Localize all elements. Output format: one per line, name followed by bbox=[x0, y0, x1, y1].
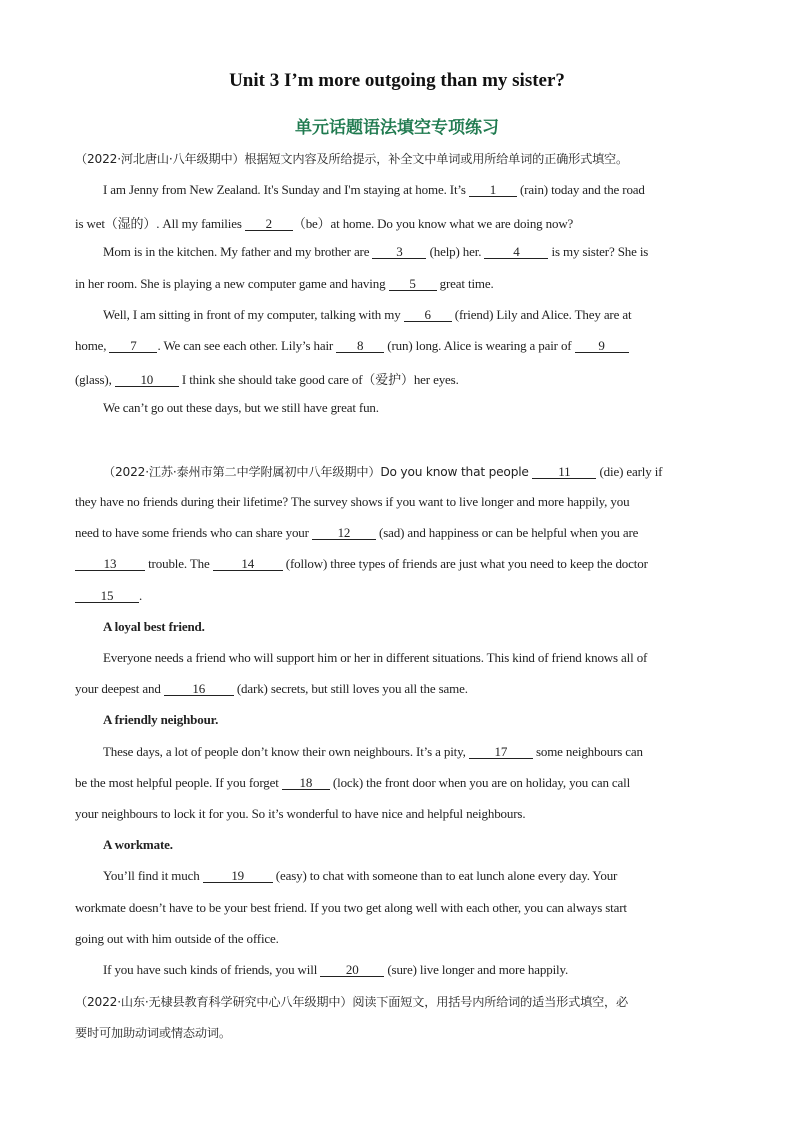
passage1-line1: I am Jenny from New Zealand. It's Sunday and I'm staying at home. It’s 1 (rain) today and the road bbox=[103, 182, 645, 197]
blank-17[interactable]: 17 bbox=[469, 746, 533, 759]
blank-8[interactable]: 8 bbox=[336, 340, 384, 353]
blank-13[interactable]: 13 bbox=[75, 558, 145, 571]
blank-10[interactable]: 10 bbox=[115, 374, 179, 387]
passage2-line4: 13 trouble. The 14 (follow) three types of friends are just what you need to keep the doctor bbox=[75, 556, 720, 572]
blank-6[interactable]: 6 bbox=[404, 309, 452, 322]
heading-friendly-neighbour: A friendly neighbour. bbox=[103, 712, 219, 727]
heading-loyal-friend: A loyal best friend. bbox=[103, 619, 205, 634]
passage3-source-line1: （2022·山东·无棣县教育科学研究中心八年级期中）阅读下面短文，用括号内所给词的适当形式填空，必 bbox=[75, 995, 629, 1009]
passage2-line3: need to have some friends who can share your 12 (sad) and happiness or can be helpful when you are bbox=[75, 525, 639, 540]
passage1-line3: Mom is in the kitchen. My father and my brother are 3 (help) her. 4 is my sister? She is bbox=[103, 244, 649, 259]
blank-7[interactable]: 7 bbox=[109, 340, 157, 353]
page-title: Unit 3 I’m more outgoing than my sister? bbox=[229, 70, 565, 91]
blank-12[interactable]: 12 bbox=[312, 527, 376, 540]
paragraph-neighbour-line1: These days, a lot of people don’t know their own neighbours. It’s a pity, 17 some neighbours can bbox=[103, 744, 643, 759]
blank-16[interactable]: 16 bbox=[164, 683, 234, 696]
passage1-line6: home, 7 . We can see each other. Lily’s hair 8 (run) long. Alice is wearing a pair of 9 bbox=[75, 338, 720, 354]
passage2-line1: （2022·江苏·泰州市第二中学附属初中八年级期中）Do you know that people 11 (die) early if bbox=[103, 464, 663, 479]
paragraph-neighbour-line3: your neighbours to lock it for you. So it’s wonderful to have nice and helpful neighbours. bbox=[75, 806, 526, 821]
blank-4[interactable]: 4 bbox=[484, 246, 548, 259]
passage1-line5: Well, I am sitting in front of my computer, talking with my 6 (friend) Lily and Alice. They are at bbox=[103, 307, 632, 322]
paragraph-closing: If you have such kinds of friends, you will 20 (sure) live longer and more happily. bbox=[103, 962, 569, 977]
passage1-line8: We can’t go out these days, but we still have great fun. bbox=[103, 400, 379, 415]
heading-workmate: A workmate. bbox=[103, 837, 173, 852]
passage2-line2: they have no friends during their lifetime? The survey shows if you want to live longer and more happily, you bbox=[75, 494, 630, 509]
blank-20[interactable]: 20 bbox=[320, 964, 384, 977]
blank-11[interactable]: 11 bbox=[532, 466, 596, 479]
paragraph-workmate-line1: You’ll find it much 19 (easy) to chat with someone than to eat lunch alone every day. Your bbox=[103, 868, 618, 883]
blank-9[interactable]: 9 bbox=[575, 340, 629, 353]
paragraph-workmate-line2: workmate doesn’t have to be your best friend. If you two get along well with each other, you can always start bbox=[75, 900, 627, 915]
blank-1[interactable]: 1 bbox=[469, 184, 517, 197]
paragraph-workmate-line3: going out with him outside of the office. bbox=[75, 931, 279, 946]
page-subtitle: 单元话题语法填空专项练习 bbox=[295, 118, 499, 138]
blank-5[interactable]: 5 bbox=[389, 278, 437, 291]
blank-15[interactable]: 15 bbox=[75, 590, 139, 603]
blank-18[interactable]: 18 bbox=[282, 777, 330, 790]
blank-14[interactable]: 14 bbox=[213, 558, 283, 571]
paragraph-loyal-line2: your deepest and 16 (dark) secrets, but still loves you all the same. bbox=[75, 681, 468, 696]
passage1-line2: is wet（湿的）. All my families 2 （be）at home. Do you know what we are doing now? bbox=[75, 216, 574, 231]
blank-3[interactable]: 3 bbox=[372, 246, 426, 259]
passage1-source: （2022·河北唐山·八年级期中）根据短文内容及所给提示，补全文中单词或用所给单词的正确形式填空。 bbox=[75, 152, 629, 166]
passage2-line5: 15 . bbox=[75, 588, 720, 604]
passage3-source-line2: 要时可加助动词或情态动词。 bbox=[75, 1026, 231, 1040]
blank-19[interactable]: 19 bbox=[203, 870, 273, 883]
paragraph-loyal-line1: Everyone needs a friend who will support him or her in different situations. This kind of friend knows all of bbox=[103, 650, 648, 665]
paragraph-neighbour-line2: be the most helpful people. If you forget 18 (lock) the front door when you are on holiday, you can call bbox=[75, 775, 631, 790]
blank-2[interactable]: 2 bbox=[245, 218, 293, 231]
passage1-line7: (glass), 10 I think she should take good care of（爱护）her eyes. bbox=[75, 372, 459, 387]
passage1-line4: in her room. She is playing a new computer game and having 5 great time. bbox=[75, 276, 494, 291]
